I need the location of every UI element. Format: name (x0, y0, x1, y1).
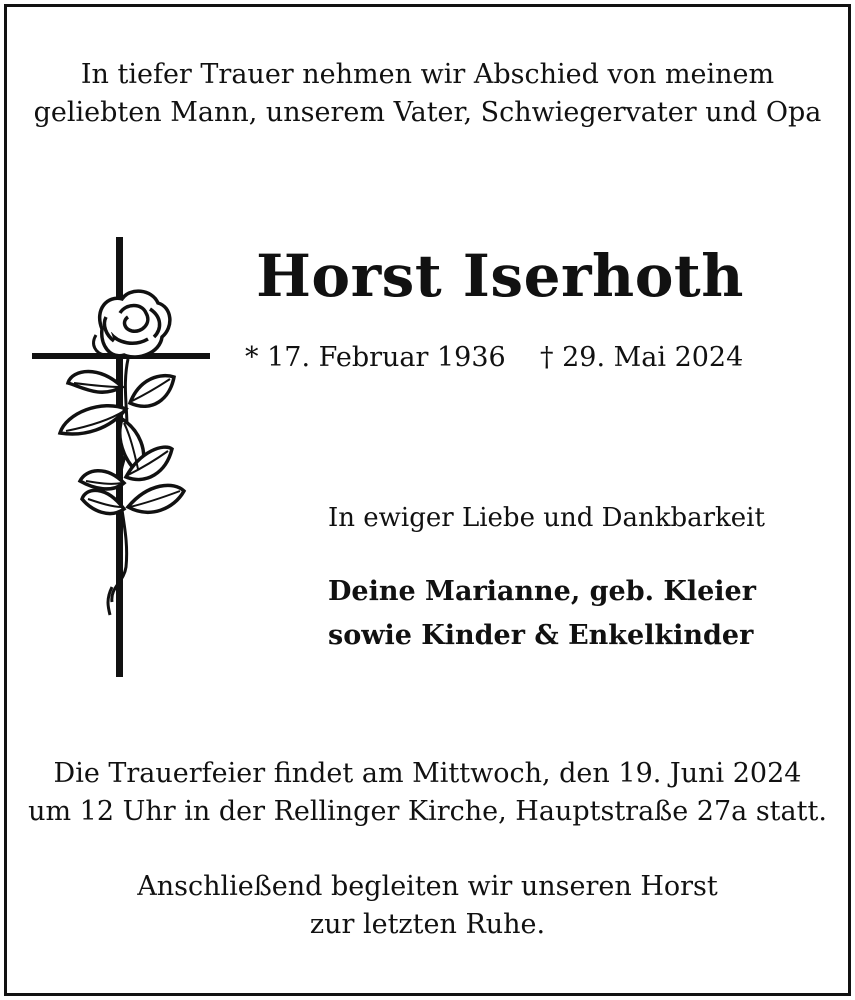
burial-info (0, 868, 855, 944)
burial-line-1: Anschließend begleiten wir unseren Horst (137, 871, 718, 902)
signatory-line-2: sowie Kinder & Enkelkinder (328, 620, 754, 651)
burial-line-2: zur letzten Ruhe. (309, 909, 546, 940)
service-line-2: um 12 Uhr in der Rellinger Kirche, Hauptstraße 27a statt. (28, 796, 827, 827)
closing-phrase: In ewiger Liebe und Dankbarkeit (328, 503, 765, 533)
service-line-1: Die Trauerfeier findet am Mittwoch, den 19. Juni 2024 (53, 758, 802, 789)
intro-text (0, 56, 855, 132)
cross-with-rose-icon (30, 237, 215, 677)
signatories (328, 570, 756, 658)
intro-line-1: In tiefer Trauer nehmen wir Abschied von meinem (80, 59, 775, 90)
deceased-name: Horst Iserhoth (256, 242, 744, 310)
birth-date: * 17. Februar 1936 (245, 342, 506, 373)
intro-line-2: geliebten Mann, unserem Vater, Schwiegervater und Opa (33, 97, 822, 128)
death-date: † 29. Mai 2024 (540, 342, 744, 373)
service-info (0, 755, 855, 831)
signatory-line-1: Deine Marianne, geb. Kleier (328, 576, 756, 607)
